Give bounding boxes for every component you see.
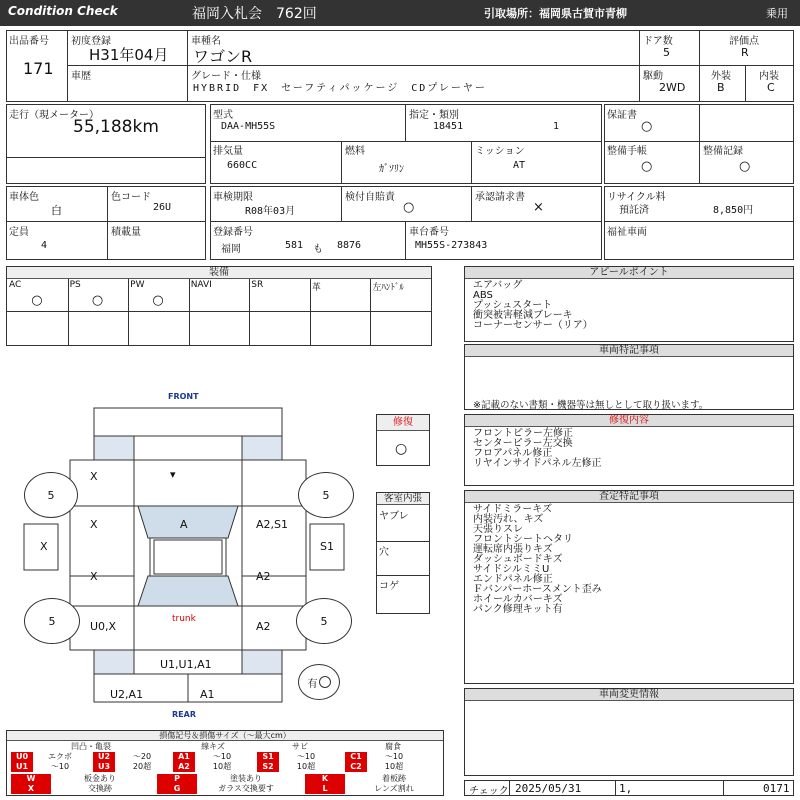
ext-label: 外装 — [711, 71, 731, 82]
grade: HYBRID FX セーフティパッケージ CDプレーヤー — [193, 83, 487, 94]
mark-rear-left-door: X — [90, 570, 98, 583]
equip-mark-1: ○ — [91, 293, 104, 308]
inspection-block — [210, 186, 602, 260]
welfare-label: 福祉車両 — [607, 227, 647, 238]
cabin-tear: ヤブレ — [379, 511, 409, 522]
body-color: 白 — [51, 204, 62, 217]
mission-label: ミッション — [475, 146, 525, 157]
score-label: 評価点 — [729, 36, 759, 47]
list-item: フロアパネル修正 — [473, 448, 553, 459]
mark-rear-bumper-right: A1 — [200, 688, 215, 701]
equip-col-6: 左ﾊﾝﾄﾞﾙ — [372, 283, 404, 293]
header-pickup: 引取場所：福岡県古賀市青柳 — [484, 7, 627, 20]
footer-bar — [464, 780, 794, 796]
header-tag: 乗用 — [766, 7, 788, 20]
tire-rear-right: 5 — [296, 598, 352, 644]
manual: ○ — [641, 159, 653, 174]
legend-h-dent: 凹凸・亀裂 — [71, 742, 111, 751]
legend-code: U3 — [93, 762, 115, 772]
model-label: 型式 — [213, 110, 233, 121]
change-title: 車両変更情報 — [465, 689, 793, 701]
mark-roof: A — [180, 518, 188, 531]
first-reg: H31年04月 — [89, 46, 169, 64]
list-item: サイドミラーキズ — [473, 504, 553, 515]
special-box — [464, 344, 794, 410]
legend-code: S1 — [257, 752, 279, 762]
list-item: コーナーセンサー（リア） — [473, 320, 593, 331]
legend-h-scratch: 線キズ — [201, 742, 225, 751]
approval: × — [533, 200, 544, 215]
assess-box — [464, 490, 794, 684]
mark-rear-right-door: A2 — [256, 570, 271, 583]
assess-list — [473, 505, 602, 615]
legend-desc: 10超 — [212, 762, 232, 771]
car-name: ワゴンR — [193, 47, 253, 66]
recycle-block — [604, 186, 794, 260]
list-item: ホイールカバーキズ — [473, 594, 563, 605]
equip-col-1: PS — [69, 280, 81, 290]
spare-tire-icon — [319, 676, 331, 688]
drive-label: 駆動 — [643, 71, 663, 82]
cabin-box — [376, 492, 430, 614]
legend-code: P — [157, 774, 197, 784]
repair-list — [473, 429, 602, 469]
header-title: 福岡入札会 762回 — [192, 6, 317, 22]
tire-rear-left: 5 — [24, 598, 80, 644]
repair-content-title: 修復内容 — [465, 415, 793, 427]
legend-code: U0 — [11, 752, 33, 762]
list-item: フロントシートヘタリ — [473, 534, 573, 545]
list-item: 運転席内張りキズ — [473, 544, 553, 555]
hood-mark-icon: ▾ — [170, 468, 176, 481]
list-item: 衝突被害軽減ブレーキ — [473, 310, 573, 321]
legend-code: S2 — [257, 762, 279, 772]
legend-h-sabi: サビ — [292, 742, 308, 751]
displacement: 660CC — [227, 160, 258, 171]
mark-front-left-fender: X — [90, 470, 98, 483]
list-item: 天張りスレ — [473, 524, 523, 535]
designation-label: 指定・類別 — [409, 110, 459, 121]
legend-code: W — [11, 774, 51, 784]
capacity-label: 定員 — [9, 227, 29, 238]
body-color-label: 車体色 — [9, 192, 39, 203]
equipment-table — [6, 266, 432, 346]
legend-desc: ガラス交換要す — [218, 784, 274, 793]
record-label: 整備記録 — [703, 146, 743, 157]
owner-circle — [298, 664, 340, 700]
mark-front-left-door: X — [90, 518, 98, 531]
cabin-burn: コゲ — [379, 581, 399, 592]
legend-code: G — [157, 784, 197, 794]
change-box — [464, 688, 794, 776]
info-block-top — [6, 30, 794, 102]
recycle-fee: 8,850円 — [713, 205, 754, 216]
approval-label: 承認請求書 — [475, 192, 525, 203]
drive: 2WD — [659, 81, 686, 94]
legend-desc: 〜10 — [212, 752, 232, 761]
color-code-label: 色コード — [111, 192, 151, 203]
list-item: センターピラー左交換 — [473, 438, 573, 449]
list-item: ABS — [473, 290, 493, 301]
color-block — [6, 186, 206, 260]
legend-desc: 〜10 — [296, 752, 316, 761]
mission: AT — [513, 160, 526, 171]
legend-code: C1 — [345, 752, 367, 762]
grade-label: グレード・仕様 — [191, 71, 261, 82]
chassis: MH55S-273843 — [415, 240, 488, 251]
load-label: 積載量 — [111, 227, 141, 238]
cabin-title: 客室内張 — [377, 493, 429, 505]
rear-label: REAR — [172, 710, 196, 719]
repair-mark: ○ — [395, 441, 408, 457]
legend-desc: レンズ割れ — [374, 784, 414, 793]
repair-mark-title: 修復 — [377, 415, 429, 431]
equip-col-3: NAVI — [190, 280, 212, 290]
color-code: 26U — [153, 202, 172, 213]
lot-number: 171 — [23, 59, 54, 78]
list-item: サイドシルミミU — [473, 564, 550, 575]
insurance: ○ — [403, 200, 415, 215]
legend-code: A1 — [173, 752, 195, 762]
int-label: 内装 — [759, 71, 779, 82]
mark-front-right-door: A2,S1 — [256, 518, 289, 531]
list-item: リヤインサイドパネル左修正 — [473, 458, 602, 469]
docs-block — [604, 104, 794, 184]
insurance-label: 検付自賠責 — [345, 192, 395, 203]
mark-rear-left-fender: U0,X — [90, 620, 117, 633]
fuel-label: 燃料 — [345, 146, 365, 157]
legend-desc: 交換跡 — [88, 784, 112, 793]
legend-desc: 20超 — [132, 762, 152, 771]
history-label: 車歴 — [71, 71, 91, 82]
list-item: エアバッグ — [473, 280, 523, 291]
car-diagram — [20, 388, 364, 724]
score: R — [741, 46, 749, 59]
special-note: ※記載のない書類・機器等は無しとして取り扱います。 — [473, 400, 709, 411]
car-name-label: 車種名 — [191, 36, 221, 47]
header-bar — [0, 0, 800, 26]
list-item: 内装汚れ、キズ — [473, 514, 544, 525]
mark-rear-panel: U1,U1,A1 — [160, 658, 212, 671]
legend-desc: 〜20 — [132, 752, 152, 761]
equip-col-0: AC — [9, 280, 22, 290]
repair-mark-box — [376, 414, 430, 466]
plate-class: 581 — [285, 240, 304, 251]
legend-desc: 着板跡 — [382, 774, 406, 783]
record: ○ — [739, 159, 751, 174]
legend-code: C2 — [345, 762, 367, 772]
model: DAA-MH55S — [221, 121, 276, 132]
inspection-label: 車検期限 — [213, 192, 253, 203]
header-brand: Condition Check — [8, 4, 118, 18]
spec-block — [210, 104, 602, 184]
trunk-label: trunk — [172, 614, 196, 624]
legend-desc: 塗装あり — [230, 774, 262, 783]
cabin-hole: 穴 — [379, 547, 389, 558]
doors-label: ドア数 — [643, 36, 673, 47]
equipment-title: 装備 — [7, 267, 431, 279]
ext: B — [717, 81, 725, 94]
repair-content-box — [464, 414, 794, 486]
tire-front-right: 5 — [298, 472, 354, 518]
legend-code: X — [11, 784, 51, 794]
mark-rear-bumper-left: U2,A1 — [110, 688, 144, 701]
appeal-title: アピールポイント — [465, 267, 793, 279]
list-item: プッシュスタート — [473, 300, 553, 311]
plate-label: 登録番号 — [213, 227, 253, 238]
check-num: 1, — [619, 782, 633, 795]
legend-desc: 〜10 — [50, 762, 70, 771]
list-item: Ｆバンパーホースメント歪み — [473, 584, 602, 595]
special-title: 車両特記事項 — [465, 345, 793, 357]
legend-title: 損傷記号＆損傷サイズ（〜最大cm） — [7, 731, 443, 741]
chassis-label: 車台番号 — [409, 227, 449, 238]
mark-left-sill: X — [40, 540, 48, 553]
capacity: 4 — [41, 240, 48, 251]
warranty-label: 保証書 — [607, 110, 637, 121]
front-label: FRONT — [168, 392, 199, 401]
legend-desc: 10超 — [384, 762, 404, 771]
designation: 18451 — [433, 121, 464, 132]
recycle-label: リサイクル料 — [607, 192, 666, 203]
list-item: フロントピラー左修正 — [473, 428, 573, 439]
legend-code: K — [305, 774, 345, 784]
list-item: パンク修理キット有 — [473, 604, 563, 615]
recycle-status: 預託済 — [619, 205, 649, 216]
legend-h-fushoku: 腐食 — [385, 742, 401, 751]
mark-rear-right-fender: A2 — [256, 620, 271, 633]
legend-desc: 10超 — [296, 762, 316, 771]
owner-label: 有 — [307, 678, 318, 690]
warranty: ○ — [641, 119, 653, 134]
equip-mark-0: ○ — [31, 293, 43, 308]
legend-code: U1 — [11, 762, 33, 772]
legend-desc: エクボ — [48, 752, 72, 761]
tire-front-left: 5 — [24, 472, 78, 518]
appeal-box — [464, 266, 794, 342]
doors: 5 — [663, 46, 670, 59]
category: 1 — [553, 121, 560, 132]
lot-label: 出品番号 — [9, 36, 49, 47]
fuel: ｶﾞｿﾘﾝ — [379, 164, 404, 175]
list-item: エンドパネル修正 — [473, 574, 553, 585]
legend-desc: 〜10 — [384, 752, 404, 761]
int: C — [767, 81, 775, 94]
plate-number: 8876 — [337, 240, 362, 251]
equip-col-4: SR — [251, 280, 264, 290]
equip-mark-2: ○ — [152, 293, 164, 308]
legend-code: A2 — [173, 762, 195, 772]
mileage: 55,188km — [73, 117, 159, 137]
list-item: ダッシュボードキズ — [473, 554, 563, 565]
legend-box — [6, 730, 444, 796]
plate-kana: も — [313, 244, 323, 255]
legend-desc: 板金あり — [84, 774, 116, 783]
check-code: 0171 — [763, 782, 790, 795]
appeal-list — [473, 281, 593, 331]
equip-col-2: PW — [130, 280, 145, 290]
plate-area: 福岡 — [221, 244, 241, 255]
mileage-box — [6, 104, 206, 184]
check-label: チェック — [469, 786, 509, 797]
legend-code: L — [305, 784, 345, 794]
manual-label: 整備手帳 — [607, 146, 647, 157]
mileage-label: 走行（現メーター） — [9, 110, 99, 121]
displacement-label: 排気量 — [213, 146, 243, 157]
legend-code: U2 — [93, 752, 115, 762]
check-date: 2025/05/31 — [515, 782, 582, 795]
equip-col-5: 革 — [311, 283, 321, 293]
inspection: R08年03月 — [245, 206, 296, 217]
first-reg-label: 初度登録 — [71, 36, 111, 47]
assess-title: 査定特記事項 — [465, 491, 793, 503]
mark-right-sill: S1 — [320, 540, 334, 553]
